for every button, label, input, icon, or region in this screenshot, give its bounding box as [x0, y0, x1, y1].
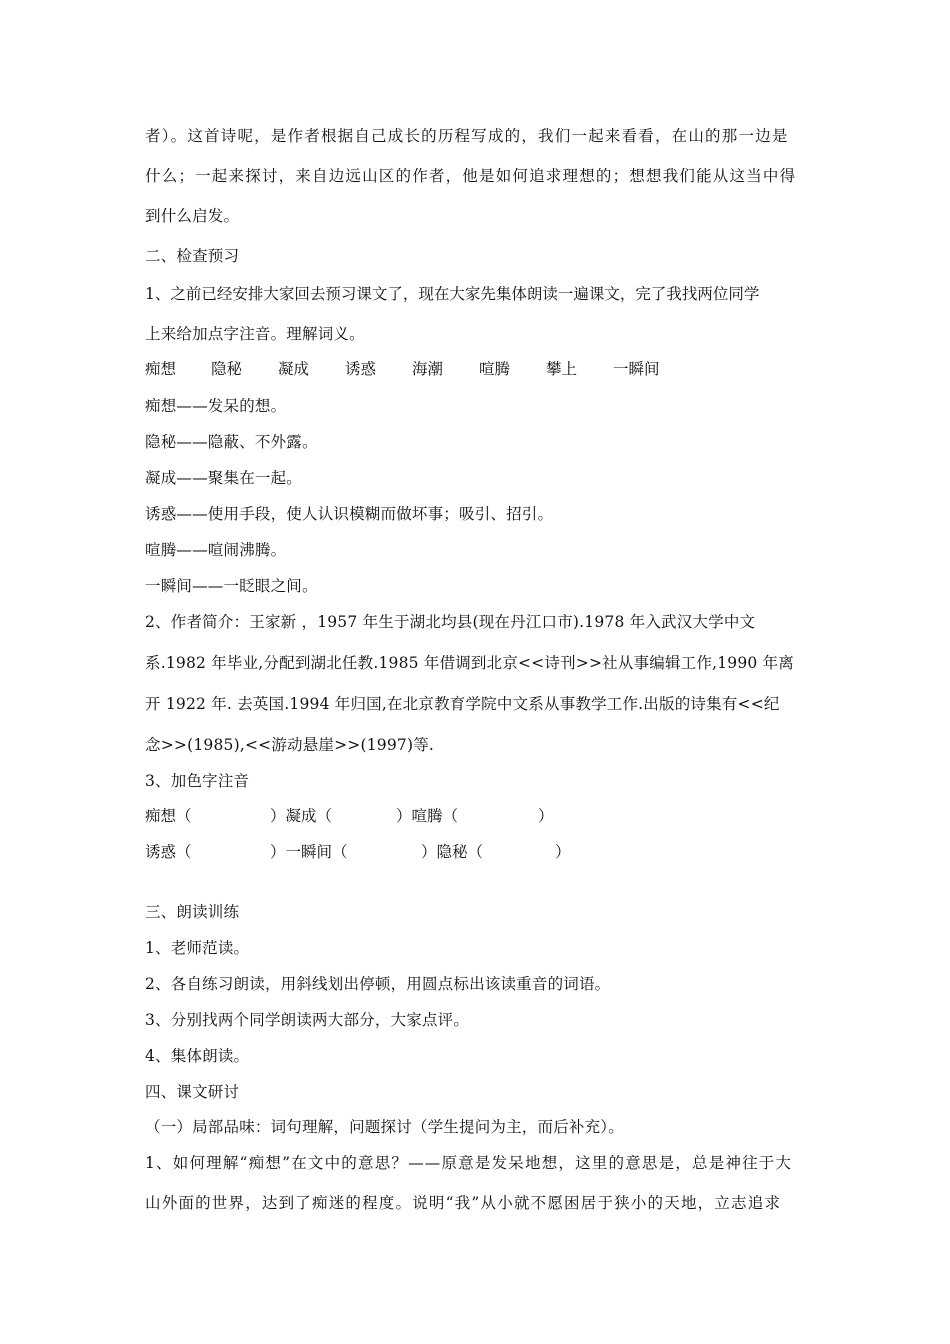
definition-line: 隐秘——隐蔽、不外露。 [145, 433, 318, 451]
pinyin-item: ） [555, 843, 571, 861]
paragraph-line: 什么；一起来探讨，来自边远山区的作者，他是如何追求理想的；想想我们能从这当中得 [145, 167, 797, 185]
pinyin-item: 诱惑（ [145, 843, 192, 861]
vocab-word: 喧腾 [479, 360, 511, 378]
section-heading: 3、加色字注音 [145, 772, 250, 790]
vocab-word: 凝成 [278, 360, 310, 378]
paragraph-line: 系.1982 年毕业,分配到湖北任教.1985 年借调到北京<<诗刊>>社从事编辑工作,1990 年离 [145, 654, 794, 672]
pinyin-item: 痴想（ [145, 807, 192, 825]
paragraph-line: 2、作者简介：王家新 ，1957 年生于湖北均县(现在丹江口市).1978 年入武汉大学中文 [145, 613, 756, 631]
section-heading: 二、检查预习 [145, 247, 240, 265]
vocab-word: 攀上 [546, 360, 578, 378]
paragraph-line: 山外面的世界，达到了痴迷的程度。说明“我”从小就不愿困居于狭小的天地，立志追求 [145, 1194, 782, 1212]
section-heading: 四、课文研讨 [145, 1083, 240, 1101]
paragraph-line: （一）局部品味：词句理解，问题探讨（学生提问为主，而后补充）。 [145, 1118, 624, 1136]
vocab-word: 痴想 [145, 360, 177, 378]
pinyin-item: ）喧腾（ [396, 807, 459, 825]
definition-line: 喧腾——喧闹沸腾。 [145, 541, 287, 559]
list-item: 4、集体朗读。 [145, 1047, 250, 1065]
definition-line: 凝成——聚集在一起。 [145, 469, 303, 487]
list-item: 3、分别找两个同学朗读两大部分，大家点评。 [145, 1011, 470, 1029]
pinyin-item: ） [538, 807, 554, 825]
list-item: 1、老师范读。 [145, 939, 250, 957]
definition-line: 痴想——发呆的想。 [145, 397, 287, 415]
pinyin-item: ）一瞬间（ [270, 843, 348, 861]
pinyin-item: ）隐秘（ [421, 843, 484, 861]
section-heading: 三、朗读训练 [145, 903, 240, 921]
list-item: 2、各自练习朗读，用斜线划出停顿，用圆点标出该读重音的词语。 [145, 975, 611, 993]
vocab-word: 一瞬间 [613, 360, 660, 378]
pinyin-item: ）凝成（ [270, 807, 333, 825]
vocab-word: 诱惑 [345, 360, 377, 378]
paragraph-line: 1、之前已经安排大家回去预习课文了，现在大家先集体朗读一遍课文，完了我找两位同学 [145, 285, 760, 303]
paragraph-line: 到什么启发。 [145, 207, 240, 225]
paragraph-line: 者）。这首诗呢，是作者根据自己成长的历程写成的，我们一起来看看，在山的那一边是 [145, 127, 789, 145]
paragraph-line: 1、如何理解“痴想”在文中的意思？——原意是发呆地想，这里的意思是，总是神往于大 [145, 1154, 793, 1172]
definition-line: 一瞬间——一眨眼之间。 [145, 577, 318, 595]
vocab-word: 隐秘 [211, 360, 243, 378]
paragraph-line: 上来给加点字注音。理解词义。 [145, 325, 365, 343]
vocab-word: 海潮 [412, 360, 444, 378]
paragraph-line: 念>>(1985),<<游动悬崖>>(1997)等. [145, 736, 435, 754]
definition-line: 诱惑——使用手段，使人认识模糊而做坏事；吸引、招引。 [145, 505, 554, 523]
paragraph-line: 开 1922 年. 去英国.1994 年归国,在北京教育学院中文系从事教学工作.出版的诗集有<<纪 [145, 695, 780, 713]
